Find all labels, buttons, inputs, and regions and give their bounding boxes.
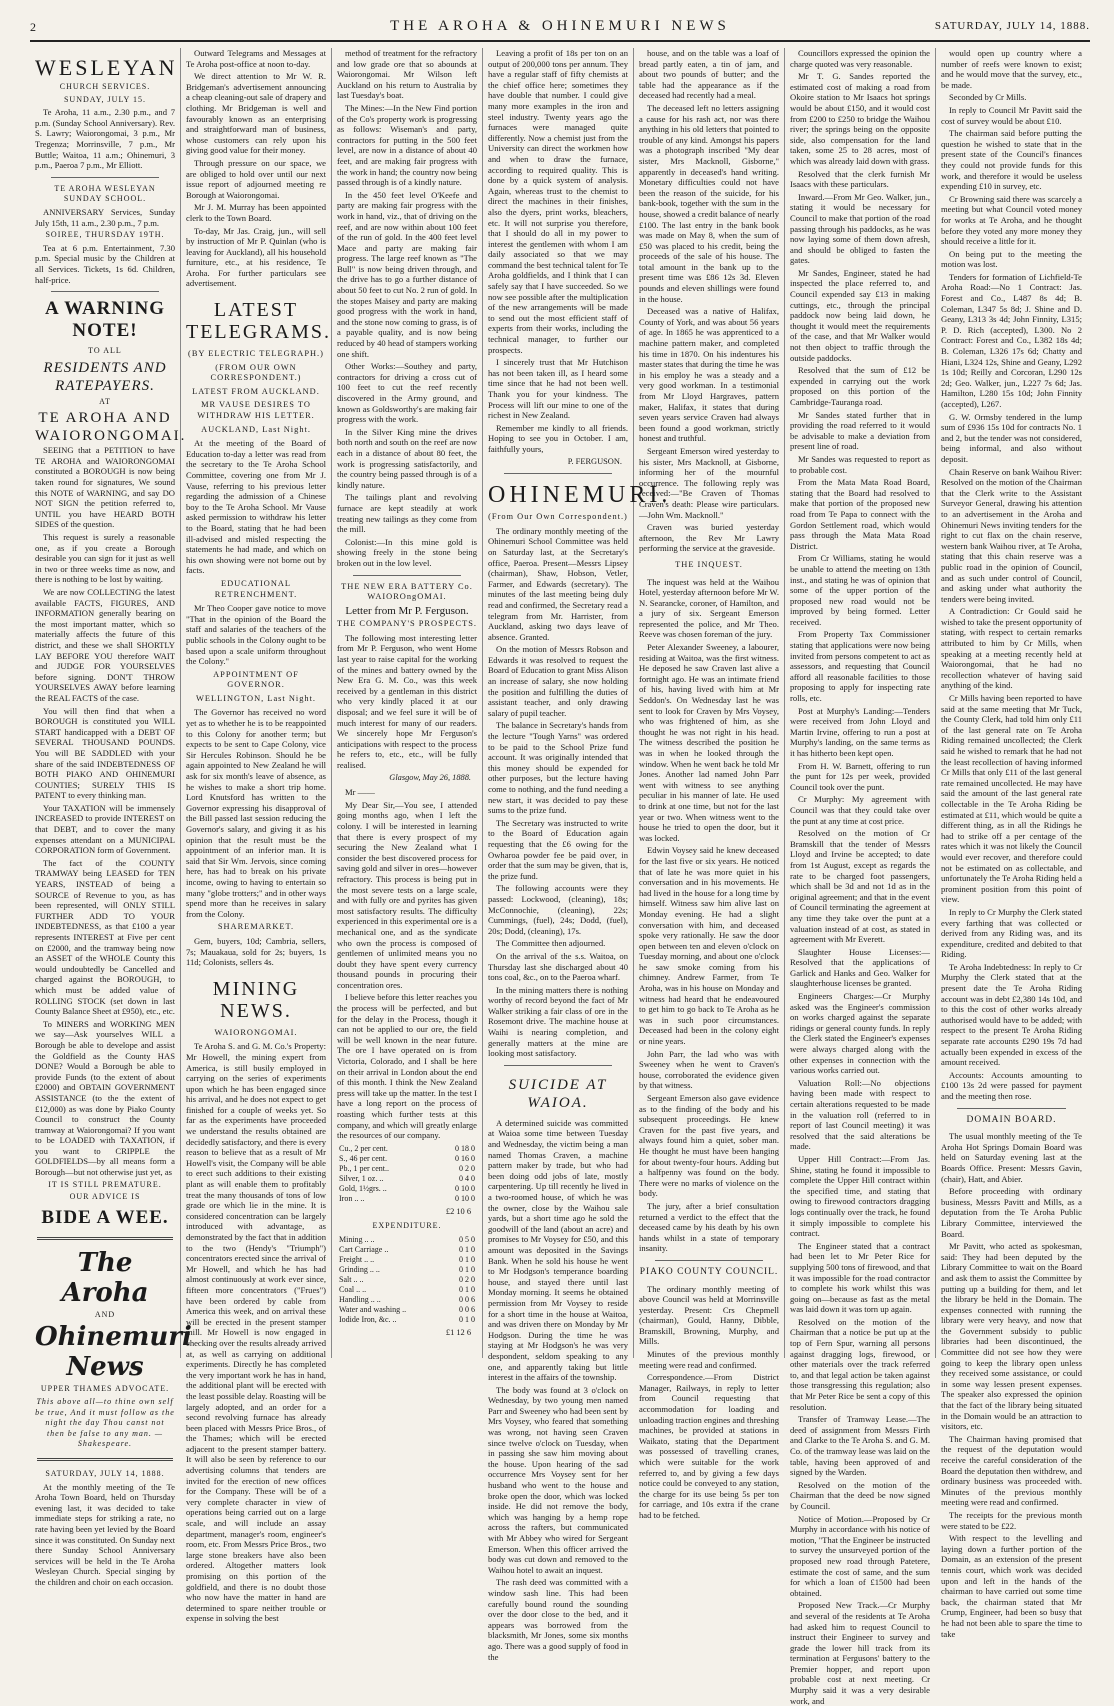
row-label: Cu., 2 per cent. — [339, 1143, 388, 1153]
paragraph: From Cr Williams, stating he would be unable to attend the meeting on 13th inst., and stating he was of opinion that some of the upper portion of the proposed new road would not be improved by being formed. Letter received. — [790, 553, 930, 627]
paragraph: The ordinary monthly meeting of above Council was held at Morrinsville yesterday. Present: Crs Chepmell (chairman), Gould, Hanny, Dibble, Bramskill, Browning, Murphy, and Mills. — [639, 1283, 779, 1347]
warning-body-7: To MINERS and WORKING MEN we say—Ask yourselves WILL a Borough be able to develope and assist the Goldfield as the County HAS DONE? Would a Borough be able to provide Funds (to the extent of about £2000) and OBTAIN GOVERNMENT ASSISTANCE (to the the extent of £12,000) as was done by Piako County Council to construct the County tramway at Waiorongomai? If you want to be LOADED with TAXATION, if you want to CRIPPLE the GOLDFIELDS—by all means form a Borough—but not otherwise just yet, as — [35, 1018, 175, 1178]
row-label: Silver, 1 oz. .. — [339, 1173, 384, 1183]
letter-heading: Letter from Mr P. Ferguson. — [345, 604, 469, 617]
paragraph: G. W. Ormsby tendered in the lump sum of £936 15s 10d for contracts No. 1 and 2, but the tender was not considered, being informal, and also without deposit. — [941, 411, 1082, 464]
masthead-and: AND — [94, 1309, 116, 1319]
column-2 — [181, 48, 332, 1624]
paragraph: The body was found at 3 o'clock on Wednesday, by two young men named Parr and Sweeney who had been sent by Mrs Voysey, who feared that something was wrong, not having seen Craven since twelve o'clock on Tuesday, when in passing she saw him moving about the house. Upon hearing of the sad occurrence Mrs Voysey sent for her husband who went to the house and broke open the door, which was locked inside. He did not remove the body, which was hanging by a hemp rope across the rafters, but communicated with Mr Abbey who wired for Sergeant Emerson. When this officer arrived the body was cut down and removed to the Waihou hotel to await an inquest. — [488, 1384, 628, 1575]
paragraph: The deceased left no letters assigning a cause for his rash act, nor was there anything in his old letters that pointed to trouble of any kind. Amongst his papers was a photograph inscribed "My dear sister, Mrs Macknoll, Gisborne," apparently in deceased's hand writing. Monetary difficulties could not have been the reason of the suicide, for his bank-book, together with the sum in the house, showed a credit balance of nearly £100. The last entry in the bank book was made on May 8, when the sum of £50 was placed to his credit, being the proceeds of the sale of his house. The total amount in the bank up to the present time was £86 12s 3d. Eleven pounds and eleven shillings were found in the house. — [639, 102, 779, 304]
church-date: SUNDAY, JULY 15. — [63, 94, 147, 104]
paragraph: A determined suicide was committed at Waioa some time between Tuesday and Wednesday, the victim being a man named Thomas Craven, a machine pattern maker by trade, but who had been doing odd jobs of late, mostly carpentering. Up till recently he lived in a two-roomed house, of which he was the owner, close by the Waihou sale yards, but a short time ago he sold the goodwill of the land (about an acre) and promises to Mr Voysey for £50, and this amount was deposited in the Savings Bank. When he sold his house he went to Mr Hodgson's temperance boarding house, and stayed there until last Monday morning. It seems he obtained permission from Mr Voysey to reside for a short time in the house at Waitoa, and was driven there on Monday by Mr Hodgson. During the time he was staying at Mr Hodgson's he was very despondent, seldom speaking to any one, and apparently taking but little interest in the affairs of the township. — [488, 1117, 628, 1383]
row-label: Freight .. .. — [339, 1254, 375, 1264]
suicide-heading: SUICIDE AT WAIOA. — [508, 1076, 608, 1111]
paragraph: The tailings plant and revolving furnace are kept steadily at work treating new tailings as they come from the mill. — [337, 492, 477, 535]
row-value: 0 2 0 — [459, 1274, 475, 1284]
paragraph: The balance in Secretary's hands from the lecture "Tough Yarns" was ordered to be paid to the School Prize fund account. It was originally intended that this money should be expended for other purposes, but the lecture having come to nothing, and the fund needing a new start, it was decided to pay these sums to the prize fund. — [488, 720, 628, 816]
church-heading: WESLEYAN — [35, 55, 178, 80]
row-label: Salt .. .. — [339, 1274, 364, 1284]
paragraph: method of treatment for the refractory and low grade ore that so abounds at Waiorongomai. Mr Wilson left Auckland on his return to Australia by last Tuesday's boat. — [337, 48, 477, 101]
paragraph: Gem, buyers, 10d; Cambria, sellers, 7s; Mauakaua, sold for 2s; buyers, 1s 11d; Colonists, sellers 4s. — [186, 935, 326, 968]
paragraph: Minutes of the previous monthly meeting were read and confirmed. — [639, 1349, 779, 1370]
paragraph: Colonist:—In this mine gold is showing freely in the stone being broken out in the low level. — [337, 536, 477, 568]
expenditure-total: £1 12 6 — [445, 1327, 471, 1337]
paragraph: The chairman said before putting the question he wished to state that in the present state of the Council's finances they could not provide funds for this work, and therefore it would be useless expending £10 in survey, etc. — [941, 128, 1082, 192]
mining-subheading: WAIORONGOMAI. — [214, 1027, 298, 1037]
warning-body-2: This request is surely a reasonable one, as if you create a Borough desirable you can sign for it just as well in two or three weeks time as now, and there is nothing to be lost by waiting. — [35, 532, 175, 585]
paragraph: Mr Pavitt, who acted as spokesman, said: They had been deputed by the Library Committee to wait on the Board and ask them to assist the Committee by putting up a building for them, and let the library be held in the Domain. The expenses connected with running the library were very heavy, and now that the Government subsidy to public libraries had been discontinued, the Committee did not see how they were going to keep the library open unless they received some assistance, or could in some way lessen present expenses. The speaker also expressed the opinion that the fact of the library being situated in the Domain would be an attraction to visitors, etc. — [941, 1241, 1082, 1432]
paragraph: Cr Mills having been reported to have said at the same meeting that Mr Tuck, the County Clerk, had told him only £11 of the last general rate on Te Aroha Riding remained uncollected; the Clerk said he wished to remark that he had not the least recollection of having informed Cr Mills that only £11 of the last general rate remained uncollected. He may have said the amount of the last general rate collectable in the Te Aroha Riding be estimated at £11, which would be quite a different thing, as in all the Ridings he had to strike off a per centage of the rates which it was not likely the Council would ever recover, and therefore could not be estimated on as collectable, and unfortunately the Te Aroha Riding held a prominent position from this point of view. — [941, 693, 1083, 905]
paragraph: With respect to the levelling and laying down a further portion of the Domain, as an extension of the present tennis court, which work was decided upon and left in the hands of the chairman to have carried out some time back, the chairman stated that Mr Crump, Engineer, had been so busy that he had not been able to spare the time to take — [941, 1533, 1082, 1639]
paragraph: Mr T. G. Sandes reported the estimated cost of making a road from Okoire station to Mr Isaacs hot springs would be about £150, and it would cost from £200 to £250 to bridge the Waihou river; the springs being on the opposite side, also compensation for the land taken, some 25 to 28 acres, most of which was already laid down with grass. — [790, 71, 930, 166]
by-telegraph: (BY ELECTRIC TELEGRAPH.) — [188, 349, 324, 359]
table-row — [337, 1164, 477, 1174]
column-7 — [936, 48, 1087, 1639]
masthead-motto: This above all—to thine own self be true, And it must follow as the night the day Thou canst not then be false to any man. —Shakespeare. — [35, 1397, 175, 1449]
paragraph: Resolved on the motion of Cr Bramskill that the tender of Messrs Lloyd and Irvine be accepted; to date from 1st August, except as regards the rate to be charged foot passengers, which shall be 3d and not 1d as in the original agreement; and that in the event of Council terminating the agreement at any time they take over the punt at a valuation instead of at cost, as stated in agreement with Mr Everett. — [790, 828, 930, 945]
paragraph: John Parr, the lad who was with Sweeney when he went to Craven's house, corroborated the evidence given by that witness. — [639, 1048, 779, 1091]
at-label: AT — [99, 396, 111, 406]
warning-body-5: Your TAXATION will be immensely INCREASED to provide INTEREST on that DEBT, and to cover the many expenses attendant on a MUNICIPAL CORPORATION form of Government. — [35, 802, 175, 856]
table-row — [337, 1144, 477, 1154]
paragraph: house, and on the table was a loaf of bread partly eaten, a tin of jam, and about two pounds of butter; and the table had the appearance as if the deceased had recently had a meal. — [639, 48, 779, 101]
masthead-title-2: Ohinemuri News — [35, 1322, 192, 1383]
row-label: Pb., 1 per cent.. — [339, 1163, 389, 1173]
row-label: Mining .. .. — [339, 1234, 375, 1244]
paragraph: Mr Sandes, Engineer, stated he had inspected the place referred to, and Council expended say £13 in making cuttings, etc., through the principal paddock now being laid down, he thought it would meet the requirements of the case, and that Mr Walker would not then object to traffic through the outside paddocks. — [790, 267, 930, 363]
paragraph: Peter Alexander Sweeney, a labourer, residing at Waitoa, was the first witness. He deposed he saw Craven last alive a fortnight ago. He was an intimate friend of his, having lived with him at Mr Seddon's. On Wednesday last he was sent to look for Craven by Mrs Voysey, who was frightened of him, as she thought he was not right in his head. The witness described the position he was in when he looked through the window. When he went back he told Mr Jones. Another lad named John Parr went with witness to see anything peculiar in his manner of late. He used to drink at one time, but not for the last year or two. When witness went to the house he tried to open the door, but it was locked. — [639, 642, 779, 843]
paragraph: Chain Reserve on bank Waihou River: Resolved on the motion of the Chairman that the Clerk write to the Assistant Surveyor General, drawing his attention to an advertisement in the Aroha and Ohinemuri News inviting tenders for the right to cut flax on the chain reserve, western bank Waihou river, at Te Aroha, stating that this chain reserve was a public road in the opinion of Council, and as such under control of Council, and asking under what authority the tenders were being invited. — [941, 466, 1082, 604]
signature: P. FERGUSON. — [567, 456, 622, 466]
mining-news-heading: MINING NEWS. — [212, 977, 300, 1022]
column-6 — [785, 48, 936, 1706]
row-label: Cart Carriage .. — [339, 1244, 389, 1254]
ohinemuri-heading: OHINEMURI. — [488, 482, 672, 509]
salutation: Mr —— — [345, 787, 375, 798]
paragraph: Seconded by Cr Mills. — [949, 92, 1027, 103]
row-value: 0 1 0 — [459, 1264, 475, 1274]
paragraph: Resolved that the sum of £12 be expended in carrying out the work proposed on this portion of the Cambridge-Tauranga road. — [790, 365, 930, 407]
table-row — [337, 1265, 477, 1275]
paragraph: Mr Sandes stated further that in providing the road referred to it would be advisable to make a deviation from present line of road. — [790, 409, 930, 452]
paragraph: Mr J. M. Murray has been appointed clerk to the Town Board. — [186, 202, 326, 223]
paragraph: The Mines:—In the New Find portion of the Co's property work is progressing as follows: Wiseman's and party, contractors for putting in the 500 feet level, are now in a distance of about 40 feet, and are making fair progress with the work in hand; the country now being passed through is of a kindly nature. — [337, 102, 477, 188]
row-label: Iodide Iron, &c. .. — [339, 1314, 397, 1324]
paragraph: I sincerely trust that Mr Hutchison has not been taken ill, as I heard some time since that he had not been well. Thank you for your kindness. The Process will lift our mine to one of the richest in New Zealand. — [488, 357, 628, 421]
paragraph: Inward.—From Mr Geo. Walker, jun., stating it would be necessary for Council to make that portion of the road passing through his paddocks, as he was now laying some of them down afresh, and should be obliged to fasten the gates. — [790, 191, 930, 266]
paragraph: Post at Murphy's Landing:—Tenders were received from John Lloyd and Martin Irvine, offering to run a post at Murphy's landing, on the same terms as it has hitherto been kept open. — [790, 705, 930, 758]
newspaper-page — [30, 14, 1090, 1706]
church-subheading: CHURCH SERVICES. — [59, 82, 151, 91]
educational-heading: EDUCATIONAL RETRENCHMENT. — [214, 578, 298, 599]
column-4 — [483, 48, 672, 1662]
paragraph: To-day, Mr Jas. Craig, jun., will sell by instruction of Mr P. Quinlan (who is leaving for Auckland), all his household furniture, etc., at his residence, Te Aroha. For further particulars see advertisement. — [186, 225, 326, 289]
table-row — [337, 1245, 477, 1255]
from-correspondent: (FROM OUR OWN CORRESPONDENT.) — [210, 362, 302, 383]
paragraph: The Governor has received no word yet as to whether he is to be reappointed to this Colony for another term; but expects to be sent to Cape Colony, vice Sir Hercules Robinson. Should he be again appointed to New Zealand he will ask for six month's leave of absence, as he wishes to make a short trip home. Lord Knutsford has written to the Governor expressing his disapproval of the Bill passed last session reducing the Governor's salary, and giving it as his opinion that the result must be the appointment of an inferior man. It is said that Sir Wm. Jervois, since coming here, has had to break on his private income, owing to having to entertain so many "globe trotters;" and in other ways spend more than he receives in salary from the Colony. — [186, 707, 326, 919]
table-row — [337, 1174, 477, 1184]
expenditure-heading: EXPENDITURE. — [372, 1221, 442, 1231]
row-value: 0 0 6 — [459, 1294, 475, 1304]
masthead-subtitle: UPPER THAMES ADVOCATE. — [40, 1384, 170, 1394]
divider — [51, 291, 159, 292]
letter-dateline: Glasgow, May 26, 1888. — [389, 772, 471, 782]
paragraph: Slaughter House Licenses:—Resolved that the applications of Garlick and Hanks and Geo. Walker for slaughterhouse licenses be granted. — [790, 946, 930, 989]
paragraph: Resolved on the motion of the Chairman that the deed be now signed by Council. — [790, 1479, 930, 1511]
paragraph: Correspondence.—From District Manager, Railways, in reply to letter from Council requesting that accommodation for loading and unloading traction engines and threshing machines, be provided at stations in Waikato, stating that the Department was possessed of travelling cranes, which were suitable for the work referred to, and by giving a few days notice could be conveyed to any station, the charge for its use being 5s per ton for carriage, and 10s extra if the crane had to be fetched. — [639, 1372, 779, 1520]
paragraph: Other Works:—Southey and party, contractors for driving a cross cut of 100 feet to cut the reef recently discovered in the Army ground, and known as Goldsworthy's are making fair progress with the work. — [337, 361, 477, 425]
ohinemuri-subheading: (From Our Own Correspondent.) — [488, 512, 628, 522]
paragraph: At the meeting of the Board of Education to-day a letter was read from the secretary to the Te Aroha School Committee, covering one from Mr J. Vause, referring to his previous letter regarding the admission of a Chinese boy to the Te Aroha School. Mr Vause asked permission to withdraw his letter to the Board, stating that he had been ill-advised and misled respecting the statements he had made, and which on his own showing were not borne out by facts. — [186, 438, 326, 576]
paragraph: Mr Sandes was requested to report as to probable cost. — [790, 453, 930, 475]
piako-heading: PIAKO COUNTY COUNCIL. — [639, 1266, 779, 1277]
warning-body-4: You will then find that when a BOROUGH is constituted you WILL START handicapped with a DEBT OF SEVERAL THOUSAND POUNDS. You will BE SADDLED with your share of the said INDEBTEDNESS OF BOTH PIAKO AND OHINEMURI COUNTIES; SURELY THIS IS PATENT to every thinking man. — [35, 705, 175, 801]
paragraph: Resolved on the motion of the Chairman that a notice be put up at the top of Fern Spur, warning all persons against dragging logs, firewood, or other materials over the track referred to, and that legal action be taken against those transgressing this regulation; also that Mr Peter Rice be sent a copy of this resolution. — [790, 1316, 930, 1412]
paragraph: From H. W. Barnett, offering to run the punt for 12s per week, provided Council took over the punt. — [790, 760, 930, 792]
paragraph: Te Aroha S. and G. M. Co.'s Property: Mr Howell, the mining expert from America, is still busily employed in carrying on the series of experiments upon which he has been engaged since his arrival, and he does not expect to get finished for a couple of weeks yet. So far as the experiments have proceeded we understand the results obtained are decidedly satisfactory, and there is every reason to believe that as a result of Mr Howell's visit, the Company will be able to erect such additions to their existing plant as will enable them to profitably treat the many thousands of tons of low grade ore which lie in the mine. It is considered concentration can be largely introduced with advantage, as demonstrated by the fact that in addition to the two (Hendy's "Triumph") concentrators erected since the arrival of Mr Howell, and which he has had almost continuously at work ever since, fifteen more concentrators ("Frues") have been ordered by cable from America this week, and on arrival these will be erected in the present stamper mill. Mr Howell is now engaged in checking over the results already arrived at, as well as carrying on additional experiments. Directly he has completed the very important work he has in hand, the additional plant will be erected with the least possible delay. Roasting will be largely adopted, and an order for a second revolving furnace has already been placed with Messrs Price Bros., of the Thames; which will be erected adjacent to the present stamper battery. It will also be seen by reference to our advertising columns that tenders are invited for the erection of new offices for the Company. These will be of a very complete character in view of operations being carried out on a large scale, and will include an assay department, manager's room, engineer's room, etc. From Messrs Price Bros., two large stone breakers have also been ordered. Altogether matters look promising on this portion of the goldfield, and there is no doubt those who now have the matter in hand are determined to spare neither trouble or expense in solving the best — [186, 1041, 326, 1624]
sharemarket-heading: SHAREMARKET. — [217, 922, 295, 932]
column-5 — [634, 48, 785, 1520]
paragraph: The Engineer stated that a contract had been let to Mr Peter Rice for supplying 500 tons of firewood, and that it was impossible for the road contractor to complete his work whilst this was going on—because as fast as the metal was laid down it was torn up again. — [790, 1240, 930, 1315]
paragraph: Craven was buried yesterday afternoon, the Rev Mr Lawry performing the service at the graveside. — [639, 522, 779, 554]
anniversary-notice: ANNIVERSARY Services, Sunday July 15th, 11 a.m., 2.30 p.m., 7 p.m. — [35, 206, 175, 228]
paragraph: Transfer of Tramway Lease.—The deed of assignment from Messrs Firth and Clarke to the Te Aroha S. and G. M. Co. of the tramway lease was laid on the table, having been approved of and signed by the Warden. — [790, 1414, 930, 1478]
columns — [30, 48, 1090, 1706]
paragraph: Cr Browning said there was scarcely a meeting but what Council voted money for works at Te Aroha, and he thought before they voted any more money they should receive a little for it. — [941, 193, 1082, 247]
row-value: 0 1 0 — [459, 1284, 475, 1294]
school-heading: TE AROHA WESLEYAN SUNDAY SCHOOL. — [54, 183, 156, 204]
domain-board-heading: DOMAIN BOARD. — [966, 1114, 1057, 1125]
paragraph: Councillors expressed the opinion the charge quoted was very reasonable. — [790, 48, 930, 69]
paragraph: The jury, after a brief consultation returned a verdict to the effect that the deceased came by his death by his own hands whilst in a state of temporary insanity. — [639, 1200, 779, 1254]
issue-date: SATURDAY, JULY 14, 1888. — [934, 20, 1090, 32]
paragraph: The Secretary was instructed to write to the Board of Education again requesting that the £6 owing for the Owharoa powder fee be paid over, in order that the sum may be given, that is, the prize fund. — [488, 817, 628, 881]
paragraph: Cr Murphy: My agreement with Council was that they could take over the punt at any time at cost price. — [790, 794, 930, 826]
row-label: Iron .. .. — [339, 1193, 365, 1203]
paragraph: The Committee then adjourned. — [496, 938, 606, 949]
paragraph: Valuation Roll:—No objections having been made with respect to certain alterations requested to be made in the valuation roll (referred to in report of last Council meeting) it was resolved that the said alterations be made. — [790, 1077, 930, 1152]
paragraph: Sergeant Emerson also gave evidence as to the finding of the body and his subsequent proceedings. He knew Craven for the past five years, and always found him a quiet, sober man. He thought he must have been hanging for about twenty-four hours. Adding but a halfpenny was found on the body. There were no marks of violence on the body. — [639, 1093, 779, 1199]
paragraph: Leaving a profit of 18s per ton on an output of 200,000 tons per annum. They have a regular staff of fifty chemists at the chief office here; sometimes they have double that number. I could give many more examples in the iron and steel industry. Twenty years ago the furnaces were managed quite differently. Now a chemist just from the University can direct the workmen how and when to draw the furnace, according to required quality. This is done by a quick system of analysis. Again, whereas trust to the chemist to direct the machines in their finishes, also the dyers, print works, bleachers, etc. It will not surprise you therefore, that I should do all in my power to interest the gentlemen with whom I am daily associated so that we may command the best technical talent for Te Aroha goldfields, and I think that I can safely say that I have succeeded. So we now see possible after the multiplication of the new arrangements will be made to send out the most efficient staff of experts from their works, including the technical manager, to further our prospects. — [488, 48, 628, 355]
row-value: 0 0 6 — [459, 1304, 475, 1314]
table-row — [337, 1194, 477, 1204]
table-row — [337, 1184, 477, 1194]
paragraph: In the Silver King mine the drives both north and south on the reef are now each in a distance of about 80 feet, the work is progressing satisfactorily, and the country being passed through is of a kindly nature. — [337, 426, 477, 490]
row-label: Gold, 1½grs. .. — [339, 1183, 387, 1193]
paragraph: Remember me kindly to all friends. Hoping to see you in October. I am, faithfully yours, — [488, 422, 628, 454]
paragraph: Proposed New Track.—Cr Murphy and several of the residents at Te Aroha had asked him to request Council to instruct their Engineer to survey and grade the lower hill track from its termination at Fergusons' battery to the Premier hopper, and report upon probable cost at next meeting. Cr Murphy said it was a very desirable work, and — [790, 1600, 930, 1706]
row-value: 0 10 0 — [455, 1193, 475, 1203]
row-value: 0 18 0 — [455, 1143, 475, 1153]
paragraph: Edwin Voysey said he knew deceased for the last five or six years. He noticed that of late he was more quiet in his conversation and in his movements. He had lived in the house for a long time by himself. Witness saw him alive last on Monday evening. He had a slight conversation with him, and deceased spoke very rationally. He saw the door open between ten and eleven o'clock on Tuesday morning, and about one o'clock he saw smoke coming from his chimney. Andrew Farmer, from Te Aroha, was in his house on Monday and witness had heard that he endeavoured to get him to go back to Te Aroha as he was in such poor circumstances. Deceased had been in the colony eight or nine years. — [639, 845, 779, 1047]
table-row — [337, 1305, 477, 1315]
row-value: 0 4 0 — [459, 1173, 475, 1183]
table-row — [337, 1315, 477, 1325]
paragraph: would open up country where a number of reefs were known to exist; and he would move that the survey, etc., be made. — [941, 48, 1082, 90]
governor-heading: APPOINTMENT OF GOVERNOR. — [213, 669, 299, 690]
warning-heading: A WARNING NOTE! — [44, 298, 166, 342]
warning-body-3: We are now COLLECTING the latest available FACTS, FIGURES, AND INFORMATION generally bearing on the most important matter, which so materially affects the future of this district, and these we shall SHORTLY LAY BEFORE YOU therefore WAIT and JUDGE FOR YOURSELVES before signing. DON'T THROW YOURSELVES AWAY before learning the REAL FACTS of the case. — [35, 587, 175, 703]
divider — [37, 1237, 173, 1240]
page-header — [30, 14, 1090, 42]
row-value: 0 1 0 — [459, 1254, 475, 1264]
row-value: 0 1 0 — [459, 1314, 475, 1324]
paragraph: Sergeant Emerson wired yesterday to his sister, Mrs Macknoll, at Gisborne, informing her of the mournful occurrence. The following reply was received:—"Be Craven of Thomas Craven's death: Please wire particulars.—John Wm. Macknoll." — [639, 445, 779, 520]
place-heading: TE AROHA AND WAIORONGOMAI. — [35, 410, 187, 445]
divider — [957, 1108, 1066, 1109]
row-value: 0 2 0 — [459, 1163, 475, 1173]
paragraph: On the motion of Messrs Robson and Edwards it was resolved to request the Board of Education to grant Miss Alison an increase of salary, she now holding the position and fulfilling the duties of assistant teacher, and only drawing salary of pupil teacher. — [488, 644, 628, 718]
paragraph: On being put to the meeting the motion was lost. — [941, 248, 1082, 270]
divider — [51, 177, 159, 178]
bide-a-wee: BIDE A WEE. — [41, 1206, 169, 1228]
vause-heading: MR VAUSE DESIRES TO WITHDRAW HIS LETTER. — [197, 400, 315, 421]
paragraph: Resolved that the clerk furnish Mr Isaacs with these particulars. — [790, 168, 930, 190]
row-value: 0 10 0 — [455, 1183, 475, 1193]
page-number: 2 — [30, 20, 36, 34]
newspaper-title: THE AROHA & OHINEMURI NEWS — [390, 18, 730, 34]
paragraph: In the 450 feet level O'Keefe and party are making fair progress with the work in hand, viz., that of driving on the reef, and are now within about 100 feet of the run of gold. In the 400 feet level Mace and party are making fair progress. The large reef known as "The Bull" is now being driven through, and the drive has to go a further distance of about 50 feet to cut No. 2 run of gold. In the stopes Maisey and party are making good progress with the work in hand, and the stone now coming to grass, is of a payable quality, and is now being reduced by 40 head of stampers working one shift. — [337, 189, 477, 359]
paragraph: I believe before this letter reaches you the process will be perfected, and but for the delay in the Process, though it can not be applied to our ore, the field will be well known in the near future. The ore I have operated on is from Victoria, Colorado, and I shall be here on their arrival in London about the end of this month. I think the New Zealand press will take up the matter. In the test I have a long report on the process of roasting which further tests at this company, and which will greatly enlarge the resources of our company. — [337, 992, 477, 1141]
soiree-heading: SOIREE, THURSDAY 19TH. — [45, 230, 165, 240]
expenditure-table — [337, 1235, 477, 1325]
table-row — [337, 1285, 477, 1295]
paragraph: Notice of Motion.—Proposed by Cr Murphy in accordance with his notice of motion, "That the Engineer be instructed to survey the unsurveyed portion of the proposed new road through Patetere, estimate the cost of same, and the sum for which a loan of £1500 had been obtained. — [790, 1513, 931, 1598]
paragraph: Te Aroha Indebtedness: In reply to Cr Murphy the Clerk stated that at the present date the Te Aroha Riding account was in debt £2,380 14s 10d, and to this the cost of other works already authorised would have to be added; with respect to the present Te Aroha Riding separate rate accounts £290 19s 7d had actually been expended in excess of the amount received. — [941, 961, 1082, 1068]
paragraph: The rash deed was committed with a window sash line. This had been carefully bound round the sounding over the door close to the bed, and it appears was borrowed from the blacksmith, Mr Jones, some six months ago. There was a good supply of food in the — [488, 1577, 628, 1662]
row-label: Coal .. .. — [339, 1284, 367, 1294]
row-label: Grinding .. .. — [339, 1264, 380, 1274]
paragraph: The receipts for the previous month were stated to be £22. — [941, 1509, 1082, 1531]
latest-from-auckland: LATEST FROM AUCKLAND. — [192, 386, 320, 396]
paragraph: On the arrival of the s.s. Waitoa, on Thursday last she discharged about 40 tons coal, &c., on to the Paeroa wharf. — [488, 950, 628, 983]
paragraph: The usual monthly meeting of the Te Aroha Hot Springs Domain Board was held on Saturday evening last at the Boards Office. Present: Messrs Gavin, (chair), Hatt, and Abier. — [941, 1131, 1082, 1184]
paragraph: Engineers Charges:—Cr Murphy asked was the Engineer's commission on works charged against the separate ridings or general county funds. In reply the Clerk stated the Engineer's expenses were always charged along with the other expenses in connection with the various works carried out. — [790, 991, 930, 1076]
editorial-body: At the monthly meeting of the Te Aroha Town Board, held on Thursday evening last, it was decided to take immediate steps for striking a rate, no rate having been yet levied by the Board since it was constituted. On Sunday next there Sunday School Anniversary services will be held in the Te Aroha Wesleyan Church. Special singing by the children and choir on each occasion. — [35, 1481, 175, 1587]
column-1 — [30, 48, 192, 1587]
paragraph: The following most interesting letter from Mr P. Ferguson, who went Home last year to raise capital for the working of the mines and battery owned by the New Era G. M. Co., was this week received by a gentleman in this district who very kindly placed it at our disposal; and we feel sure it will be of much interest for many of our readers. We sincerely hope Mr Ferguson's anticipations with respect to the process he refers to, etc., etc., will be fully realised. — [337, 632, 477, 770]
divider — [504, 1065, 612, 1066]
masthead-title-1: The Aroha — [61, 1247, 149, 1308]
paragraph: The inquest was held at the Waihou Hotel, yesterday afternoon before Mr W. N. Searancke, coroner, of Hamilton, and a jury of six. Sergeant Emerson represented the police, and Mr Theo. Reeve was chosen foreman of the jury. — [639, 576, 779, 640]
paragraph: The Chairman having promised that the request of the deputation would receive the careful consideration of the Board the deputation then withdrew, and ordinary business was proceeded with. Minutes of the previous monthly meeting were read and confirmed. — [941, 1433, 1082, 1508]
paragraph: In reply to Council Mr Pavitt said the cost of survey would be about £10. — [941, 104, 1082, 126]
assay-total: £2 10 6 — [445, 1206, 471, 1216]
warning-body-6: The fact of the COUNTY TRAMWAY being LEASED for TEN YEARS, INSTEAD of being a SOURCE of Revenue to you, as has been represented, will ONLY STILL FURTHER ADD TO YOUR INDEBTEDNESS, as that £100 a year represents INTEREST at Five per cent on £2000, and the tramway being now an ASSET of the WHOLE County this would undoubtedly be Cancelled and charged against the BOROUGH, to which must be added value of ROLLING STOCK (set down in last County Balance Sheet at £950), etc., etc. — [35, 857, 175, 1017]
paragraph: Accounts: Accounts amounting to £100 13s 2d were passed for payment and the meeting then rose. — [941, 1069, 1082, 1101]
divider — [655, 1260, 763, 1261]
table-row — [337, 1295, 477, 1305]
paragraph: In the mining matters there is nothing worthy of record beyond the fact of Mr Walker striking a fair class of ore in the Rosemont drive. The machine house at Waihi is nearing completion, and generally matters at the mine are looking most satisfactory. — [488, 984, 628, 1059]
row-label: S., 46 per cent. — [339, 1153, 387, 1163]
divider — [504, 473, 612, 474]
governor-dateline: WELLINGTON, Last Night. — [195, 693, 317, 703]
column-3 — [332, 48, 483, 1358]
divider — [37, 1458, 173, 1461]
table-row — [337, 1275, 477, 1285]
paragraph: Deceased was a native of Halifax, County of York, and was about 56 years of age. In 1865 he was apprenticed to a machine pattern maker, and completed his time in 1870. On his indentures his master states that during the time he was in his employ he was a steady and a very good workman. In a testimonial from Mr Lloyd Hargraves, pattern maker, Halifax, it states that during seven years service Craven had always been found a good workman, strictly honest and truthful. — [639, 306, 779, 444]
church-services: Te Aroha, 11 a.m., 2.30 p.m., and 7 p.m. (Sunday School Anniversary). Rev. S. Lawry; Waiorongomai, 3 p.m., Mr Tregenza; Morrinsville, 7 p.m., Mr Buttle; Waitoa, 11 a.m.; Ohinemuri, 3 p.m., Paeroa 7 p.m., Mr Elliott. — [35, 107, 175, 171]
table-row — [337, 1255, 477, 1265]
prospects-heading: THE COMPANY'S PROSPECTS. — [337, 619, 477, 629]
warning-body-1: SEEING that a PETITION to have TE AROHA and WAIORONGOMAI constituted a BOROUGH is now being taken round for signatures, We sound this NOTE of WARNING, and say DO NOT SIGN the petition referred to, UNTIL you have HEARD BOTH SIDES of the question. — [35, 445, 175, 530]
paragraph: Outward Telegrams and Messages at Te Aroha post-office at noon to-day. — [186, 48, 326, 69]
inquest-heading: THE INQUEST. — [675, 559, 743, 569]
battery-heading: THE NEW ERA BATTERY Co. WAIOROngOMAI. — [341, 581, 473, 602]
paragraph: The ordinary monthly meeting of the Ohinemuri School Committee was held on Saturday last, at the Secretary's office, Paeroa. Present—Messrs Lipsey (chairman), Shaw, Hobson, Vetler, Farmer, and Edwards (secretary). The minutes of the last meeting being duly read and confirmed, the Secretary read a telegram from Mr. Harrister, from Auckland, asking two days leave of absence. Granted. — [488, 525, 628, 642]
paragraph: Tenders for formation of Lichfield-Te Aroha Road:—No 1 Contract: Jas. Forest and Co., L487 8s 4d; B. Coleman, L347 5s 8d; J. Shine and D. Geany, L313 3s 4d; John Finnity, L315; P. D. Rich (accepted), L300. No 2 Contract: Forest and Co., L382 18s 4d; B. Coleman, L326 17s 6d; Chatty and Hiani, L324 12s, Shine and Geany, L292 1s 10d; Reilly and Corcoran, L290 12s 2d; Geo. Walker, jun., L227 7s 6d; Jas. Hamilton, L280 15s 10d; John Finnity (accepted), L267. — [941, 271, 1082, 409]
row-label: Handling .. .. — [339, 1294, 381, 1304]
paragraph: We direct attention to Mr W. R. Bridgeman's advertisement announcing a cheap cleaning-out sale of drapery and clothing. Mr Bridgeman is well and favourably known as an enterprising and straightforward man of business, whose customers can rely upon his giving good value for their money. — [186, 71, 326, 156]
row-value: 0 5 0 — [459, 1234, 475, 1244]
table-row — [337, 1154, 477, 1164]
soiree-notice: Tea at 6 p.m. Entertainment, 7.30 p.m. Special music by the Children at all Services. Tickets, 1s 6d. Children, half-price. — [35, 242, 175, 285]
divider — [353, 575, 461, 576]
paragraph: Mr Theo Cooper gave notice to move "That in the opinion of the Board the staff and salaries of the teachers of the public schools in the Colony ought to be based upon a scale uniform throughout the Colony." — [186, 603, 326, 667]
row-value: 0 16 0 — [455, 1153, 475, 1163]
latest-telegrams-heading: LATEST TELEGRAMS. — [186, 299, 331, 344]
paragraph: A Contradiction: Cr Gould said he wished to take the present opportunity of stating, with respect to certain remarks attributed to him by Cr Mills, when speaking at a meeting recently held at Waiorongomai, that he had no recollection whatever of having said anything of the kind. — [941, 606, 1082, 691]
paragraph: In reply to Cr Murphy the Clerk stated every farthing that was collected or derived from any Riding was, and its expenditure, credited and debited to that Riding. — [941, 906, 1082, 960]
editorial-date: SATURDAY, JULY 14, 1888. — [45, 1469, 165, 1478]
row-label: Water and washing .. — [339, 1304, 407, 1314]
table-row — [337, 1235, 477, 1245]
assay-table — [337, 1144, 477, 1204]
paragraph: From Property Tax Commissioner stating that applications were now being invited from persons competent to act as assessors, and requesting that Council afford all reasonable facilities to those proposing to apply for inspecting rate rolls, etc. — [790, 629, 930, 704]
paragraph: From the Mata Mata Road Board, stating that the Board had resolved to make that portion of the proposed new road from Te Papa to connect with the Gordon Settlement road, which would pass through the Mata Mata Road District. — [790, 477, 930, 551]
paragraph: Through pressure on our space, we are obliged to hold over until our next issue report of adjourned meeting re Borough at Waiorongomai. — [186, 157, 326, 200]
to-all: TO ALL — [88, 346, 122, 356]
paragraph: Upper Hill Contract:—From Jas. Shine, stating he found it impossible to complete the Upper Hill contract within the specified time, and stating that owing to firewood contractors dragging logs continually over the track, he found it simply impossible to complete his contract. — [790, 1153, 930, 1239]
paragraph: My Dear Sir,—You see, I attended going months ago, when I left the colony. I will be interested in learning that there is every prospect of my securing the New Zealand what I consider the best discovered process for saving gold and silver in ores—however refractory. This process is being put in the most severe tests on a large scale, and with fully ore and pyrites has given most satisfactory results. The difficulty experienced in this experimental ore is a mechanical one, and as the syndicate who own the process is composed of gentlemen of unlimited means you no doubt they have spent every currency thousand pounds in procuring their concentration ores. — [337, 799, 477, 990]
premature-line: IT IS STILL PREMATURE. — [48, 1179, 162, 1189]
row-value: 0 1 0 — [459, 1244, 475, 1254]
residents-heading: RESIDENTS AND RATEPAYERS. — [43, 359, 167, 394]
vause-dateline: AUCKLAND, Last Night. — [201, 424, 311, 434]
paragraph: Before proceeding with ordinary business, Messrs Pavitt and Mills, as a deputation from the Te Aroha Public Library Committee, interviewed the Board. — [941, 1186, 1082, 1239]
advice-line: OUR ADVICE IS — [69, 1192, 141, 1202]
paragraph: The following accounts were they passed: Lockwood, (cleaning), 18s; McConnochie, (cleaning), 22s; Cummings, (fuel), 24s; Dodd, (fuel), 20s; Dodd, (cleaning), 17s. — [488, 883, 628, 936]
